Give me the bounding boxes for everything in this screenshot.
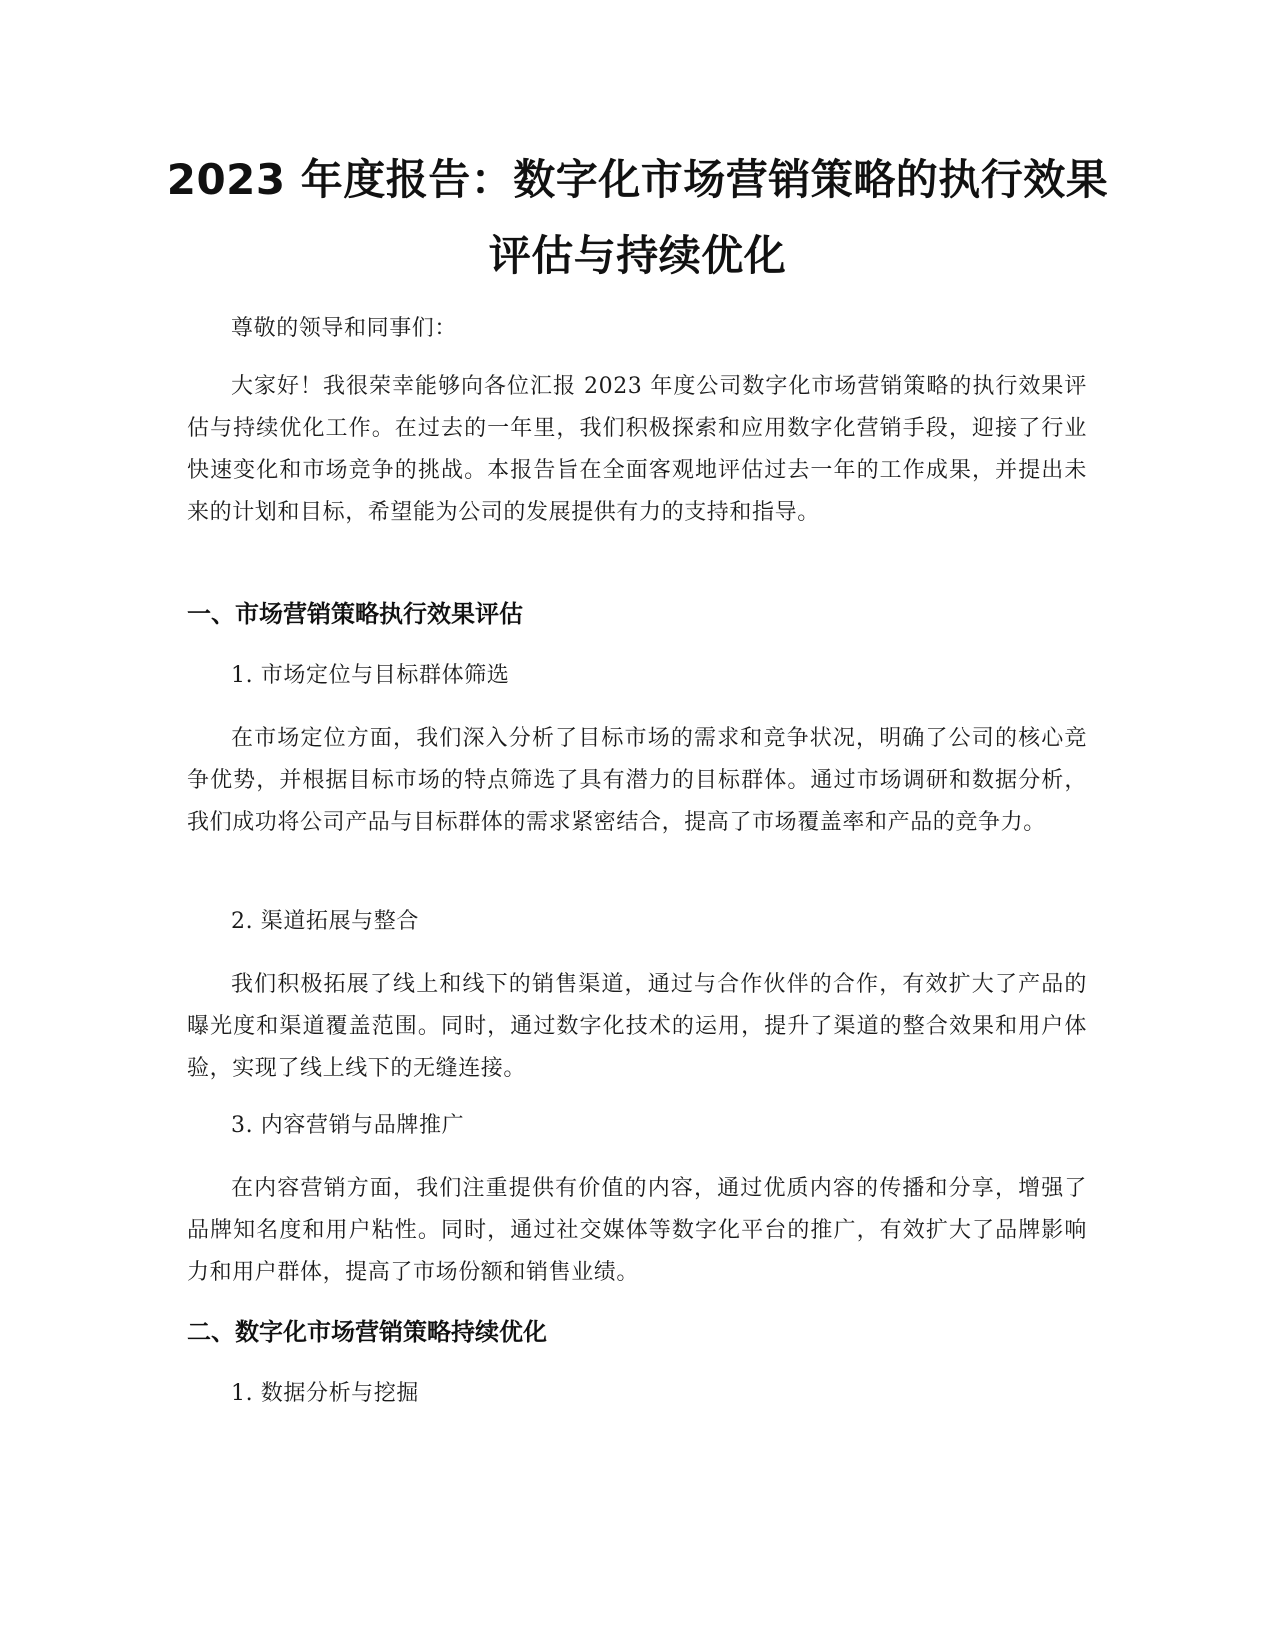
subsection-title-2-1: 1. 数据分析与挖掘	[231, 1381, 419, 1406]
subsection-body-1-3: 在内容营销方面，我们注重提供有价值的内容，通过优质内容的传播和分享，增强了品牌知名度和用户粘性。同时，通过社交媒体等数字化平台的推广，有效扩大了品牌影响力和用户群体，提高了市场份额和销售业绩。	[187, 1176, 1087, 1285]
greeting: 尊敬的领导和同事们：	[231, 316, 458, 341]
intro-paragraph: 大家好！我很荣幸能够向各位汇报 2023 年度公司数字化市场营销策略的执行效果评估与持续优化工作。在过去的一年里，我们积极探索和应用数字化营销手段，迎接了行业快速变化和市场竞争的挑战。本报告旨在全面客观地评估过去一年的工作成果，并提出未来的计划和目标，希望能为公司的发展提供有力的支持和指导。	[187, 374, 1087, 525]
subsection-title-1-2: 2. 渠道拓展与整合	[231, 909, 419, 934]
section-heading-1: 一、市场营销策略执行效果评估	[187, 600, 523, 628]
section-heading-2: 二、数字化市场营销策略持续优化	[187, 1318, 547, 1346]
subsection-title-1-1: 1. 市场定位与目标群体筛选	[231, 663, 510, 688]
document-title: 2023 年度报告：数字化市场营销策略的执行效果评估与持续优化	[166, 155, 1109, 280]
subsection-body-1-1: 在市场定位方面，我们深入分析了目标市场的需求和竞争状况，明确了公司的核心竞争优势，并根据目标市场的特点筛选了具有潜力的目标群体。通过市场调研和数据分析，我们成功将公司产品与目标群体的需求紧密结合，提高了市场覆盖率和产品的竞争力。	[187, 726, 1087, 835]
subsection-title-1-3: 3. 内容营销与品牌推广	[231, 1113, 465, 1138]
subsection-body-1-2: 我们积极拓展了线上和线下的销售渠道，通过与合作伙伴的合作，有效扩大了产品的曝光度和渠道覆盖范围。同时，通过数字化技术的运用，提升了渠道的整合效果和用户体验，实现了线上线下的无缝连接。	[187, 972, 1087, 1081]
